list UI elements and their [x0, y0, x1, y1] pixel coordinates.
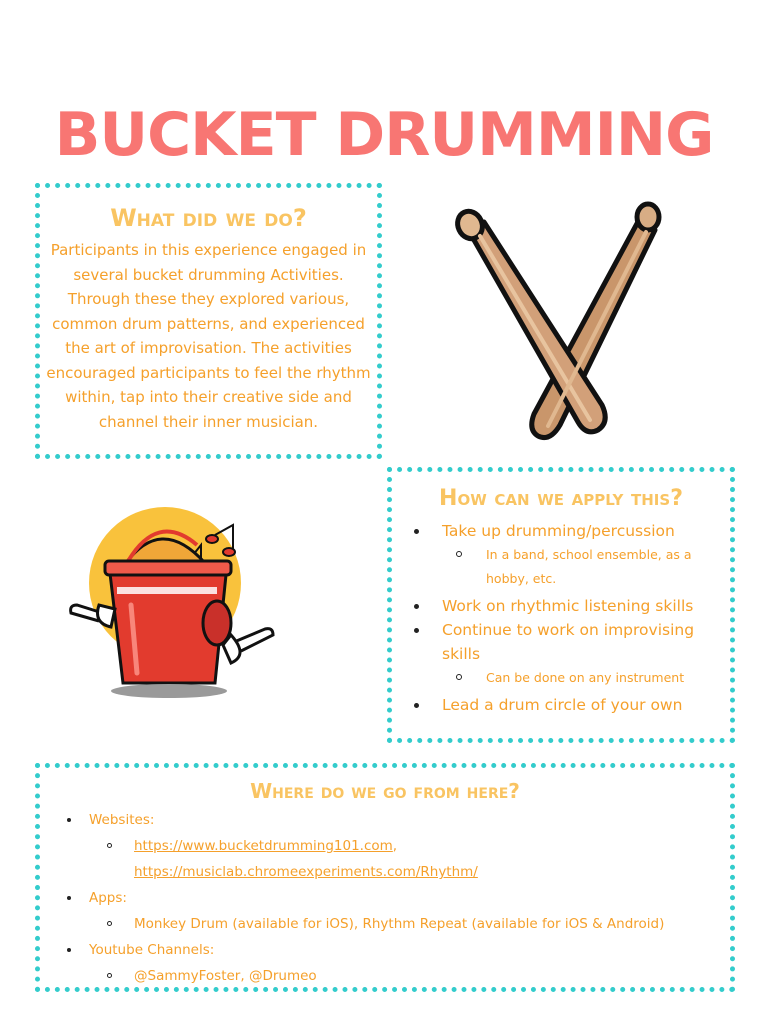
websites-label: Websites: [89, 812, 155, 828]
what-did-we-do-section [35, 183, 382, 459]
apps-label: Apps: [89, 890, 127, 906]
sub-list-item: https://www.bucketdrumming101.com, https://musiclab.chromeexperiments.com/Rhythm/ [134, 833, 720, 885]
website-link-musiclab[interactable]: https://musiclab.chromeexperiments.com/Rhythm/ [134, 864, 478, 880]
sub-list-item: In a band, school ensemble, as a hobby, etc. [486, 543, 716, 591]
list-item [89, 807, 720, 885]
how-can-we-apply-section [387, 467, 735, 743]
youtube-label: Youtube Channels: [89, 942, 215, 958]
sub-list-item: Monkey Drum (available for iOS), Rhythm Repeat (available for iOS & Android) [134, 911, 720, 937]
list-item: Take up drumming/percussion In a band, school ensemble, as a hobby, etc. [442, 519, 716, 591]
what-heading: What did we do? [110, 204, 307, 232]
how-list [392, 519, 730, 717]
list-item: Work on rhythmic listening skills [442, 594, 716, 618]
where-heading: Where do we go from here? [250, 779, 520, 803]
what-body-text: Participants in this experience engaged in several bucket drumming Activities. Through these they explored various, common drum patterns, and experienced the art of improvisation. The activities encouraged participants to feel the rhythm within, tap into their creative side and channel their inner musician. [46, 241, 371, 431]
sub-list-item: Can be done on any instrument [486, 666, 716, 690]
list-item: Continue to work on improvising skills Can be done on any instrument [442, 618, 716, 690]
where-list [40, 807, 730, 989]
list-item: Lead a drum circle of your own [442, 693, 716, 717]
page-title: BUCKET DRUMMING [54, 100, 714, 170]
website-link-bucketdrumming101[interactable]: https://www.bucketdrumming101.com [134, 838, 393, 854]
list-item [89, 885, 720, 937]
sub-list-item: @SammyFoster, @Drumeo [134, 963, 720, 989]
where-do-we-go-section [35, 763, 735, 992]
drumsticks-icon [450, 200, 675, 445]
bucket-character-icon [65, 505, 295, 710]
how-heading: How can we apply this? [439, 486, 683, 511]
list-item [89, 937, 720, 989]
